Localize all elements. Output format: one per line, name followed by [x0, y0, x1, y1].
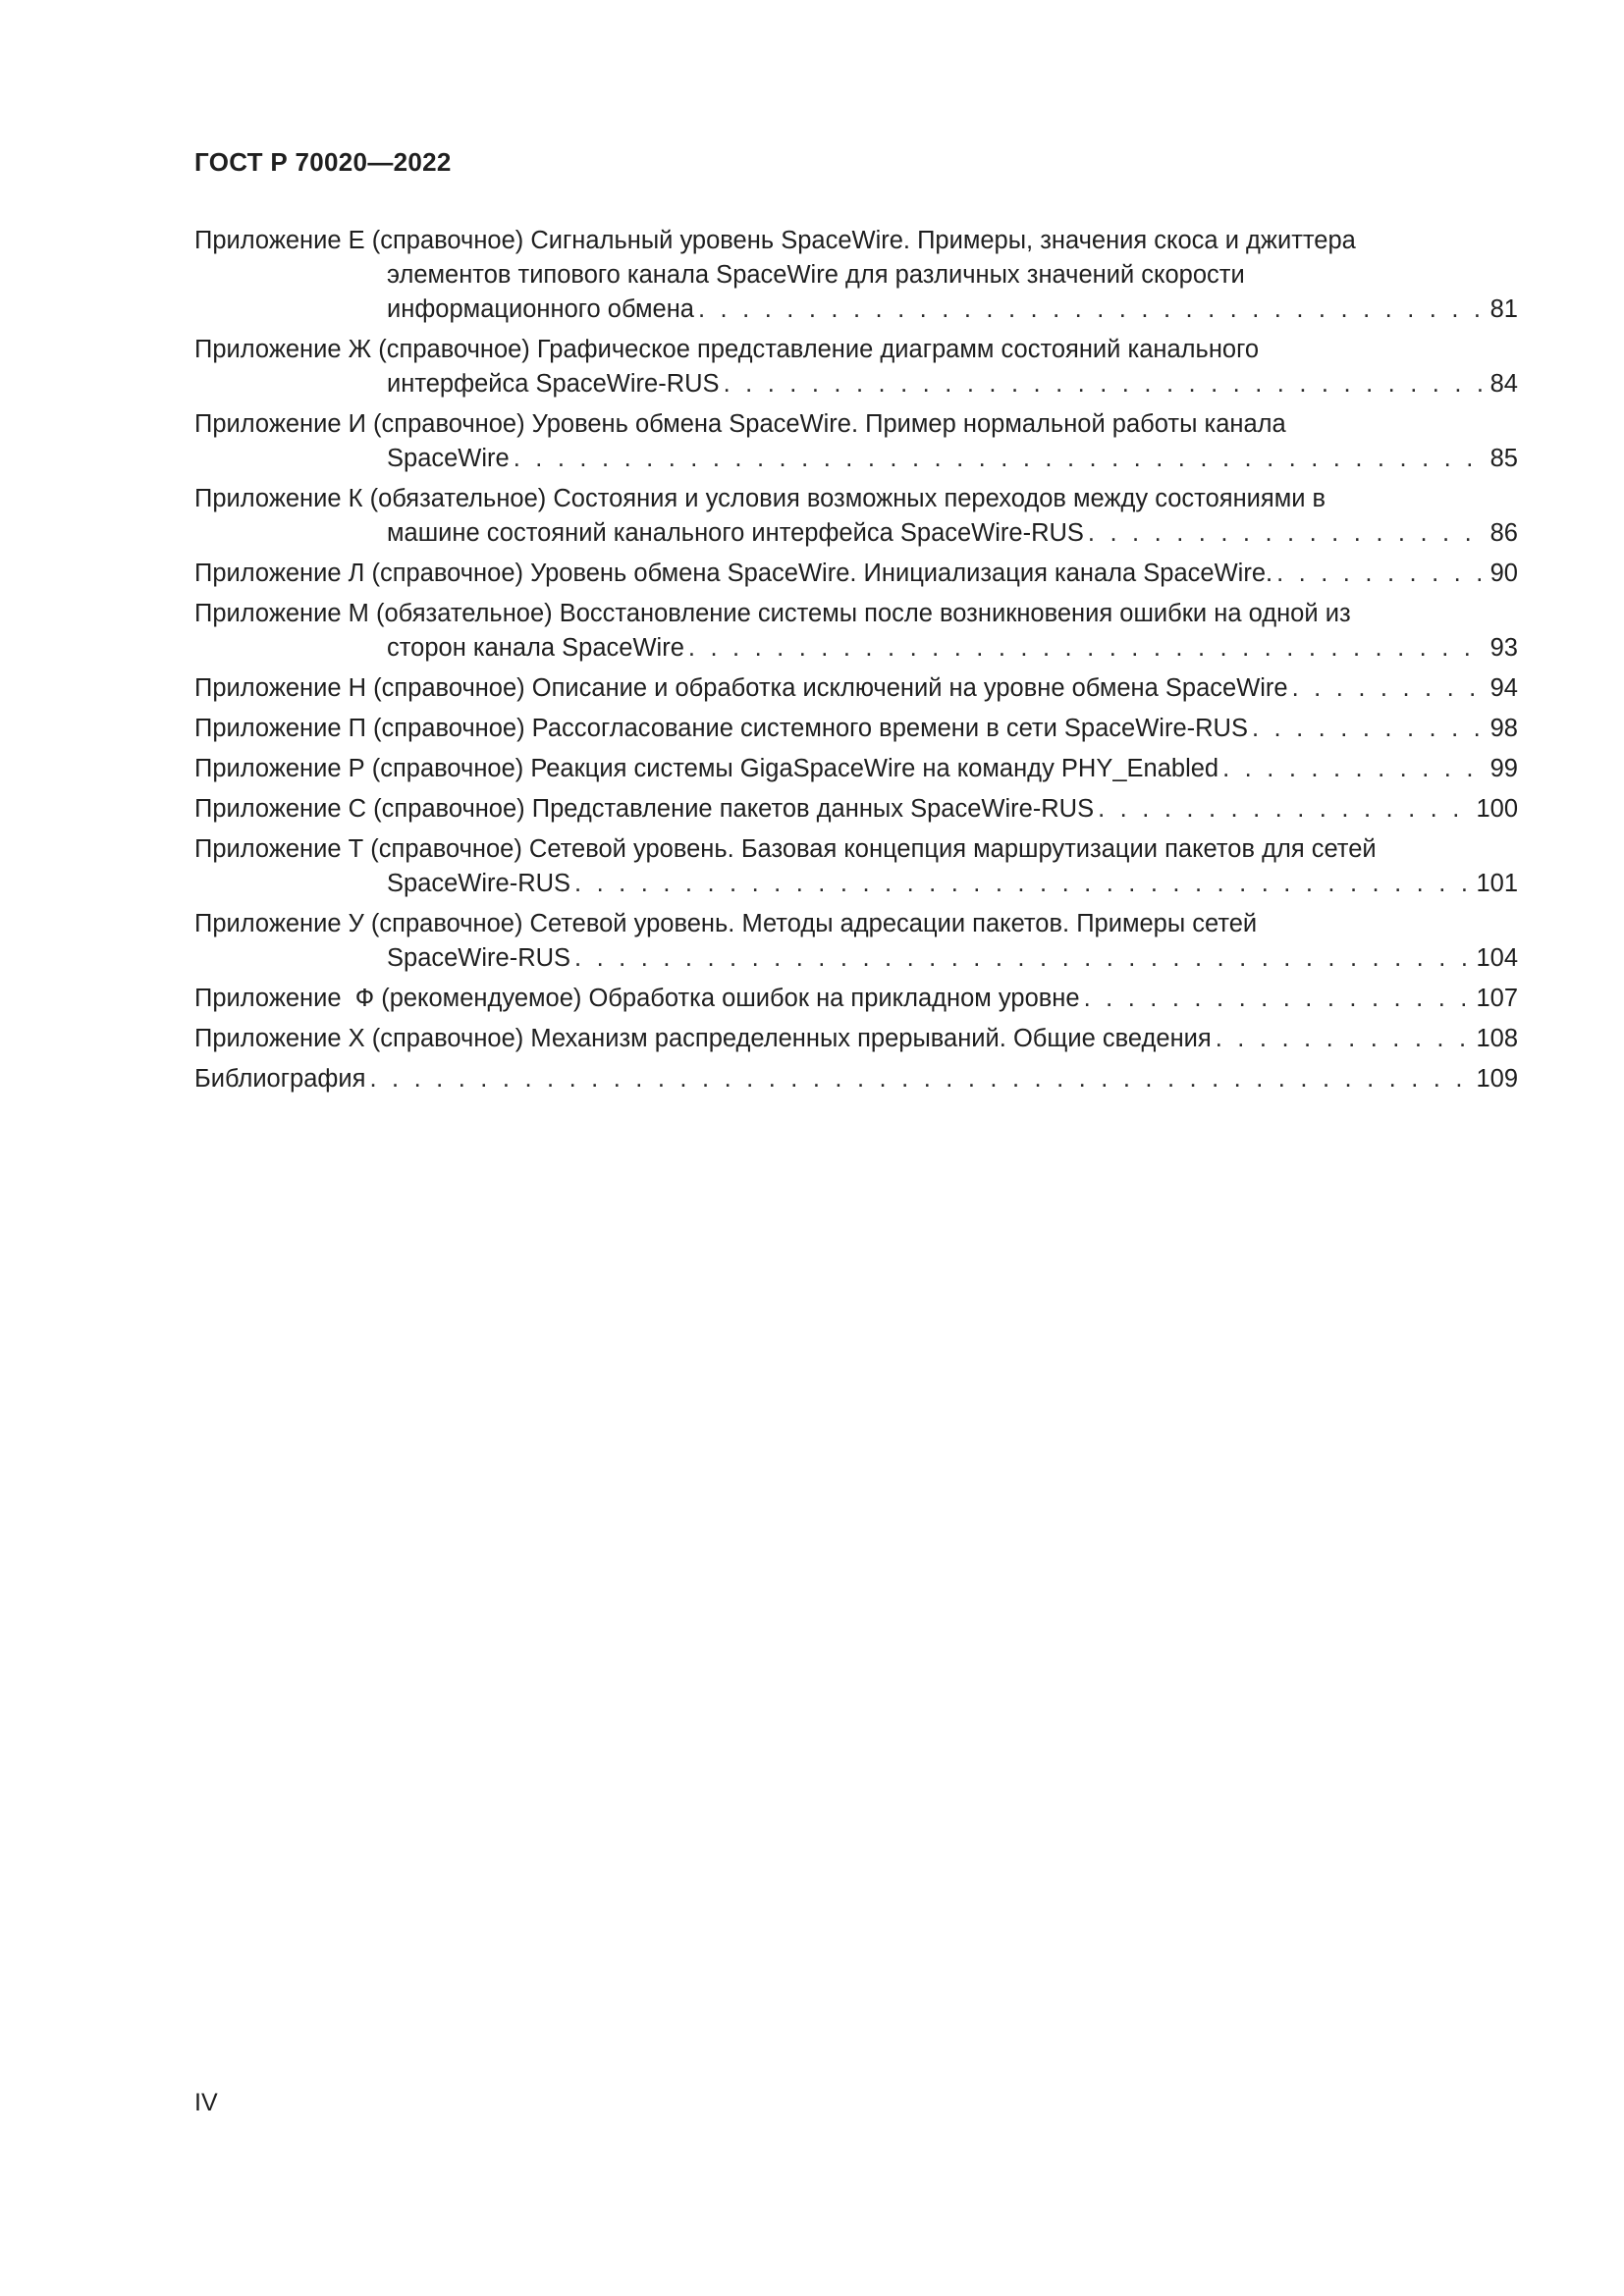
toc-entry-title: Приложение Л (справочное) Уровень обмена SpaceWire. Инициализация канала SpaceWire.: [194, 560, 1273, 587]
toc-entry-appendix-u[interactable]: [194, 907, 1518, 976]
toc-entry-title: Приложение Р (справочное) Реакция системы GigaSpaceWire на команду PHY_Enabled: [194, 755, 1219, 782]
toc-entry-title: Приложение У (справочное) Сетевой уровень. Методы адресации пакетов. Примеры сетей: [194, 910, 1258, 937]
dot-leader: [1084, 982, 1473, 1016]
toc-entry-title: Приложение Х (справочное) Механизм распределенных прерываний. Общие сведения: [194, 1025, 1212, 1052]
toc-entry-title: Приложение Н (справочное) Описание и обработка исключений на уровне обмена SpaceWire: [194, 674, 1288, 702]
document-header: ГОСТ Р 70020—2022: [194, 147, 452, 177]
toc-entry-last-line: [194, 367, 1518, 401]
toc-page-number: 107: [1476, 985, 1518, 1012]
dot-leader: [724, 367, 1487, 401]
toc-entry-last-line: [194, 941, 1518, 976]
dot-leader: [1222, 752, 1487, 786]
toc-entry-title: Приложение Т (справочное) Сетевой уровень. Базовая концепция маршрутизации пакетов для сетей: [194, 835, 1377, 863]
toc-entry-continuation: интерфейса SpaceWire-RUS: [387, 370, 720, 398]
toc-entry-continuation: машине состояний канального интерфейса SpaceWire-RUS: [387, 519, 1084, 547]
toc-entry-last-line: [194, 631, 1518, 666]
toc-entry-last-line: [194, 557, 1518, 591]
toc-page-number: 101: [1476, 870, 1518, 897]
toc-entry-appendix-f[interactable]: [194, 982, 1518, 1016]
dot-leader: [1088, 516, 1487, 551]
toc-entry-last-line: [194, 982, 1518, 1016]
toc-page-number: 85: [1489, 445, 1518, 472]
toc-page-number: 84: [1489, 370, 1518, 398]
dot-leader: [369, 1062, 1472, 1096]
toc-entry-continuation: SpaceWire-RUS: [387, 944, 571, 972]
toc-page-number: 108: [1476, 1025, 1518, 1052]
toc-page-number: 104: [1476, 944, 1518, 972]
toc-entry-title: Приложение К (обязательное) Состояния и условия возможных переходов между состояниями в: [194, 485, 1326, 512]
toc-entry-continuation: SpaceWire-RUS: [387, 870, 571, 897]
toc-entry-continuation: информационного обмена: [387, 295, 694, 323]
toc-entry-last-line: [194, 867, 1518, 901]
toc-entry-continuation: сторон канала SpaceWire: [387, 634, 684, 662]
dot-leader: [574, 867, 1472, 901]
toc-entry-continuation: элементов типового канала SpaceWire для различных значений скорости: [387, 261, 1245, 289]
toc-entry-appendix-zh[interactable]: [194, 333, 1518, 401]
toc-entry-last-line: [194, 293, 1518, 327]
table-of-contents: [194, 224, 1518, 1102]
toc-page-number: 93: [1489, 634, 1518, 662]
toc-entry-last-line: [194, 516, 1518, 551]
dot-leader: [688, 631, 1487, 666]
toc-entry-appendix-n[interactable]: [194, 671, 1518, 706]
toc-entry-last-line: [194, 712, 1518, 746]
toc-entry-appendix-m[interactable]: [194, 597, 1518, 666]
toc-page-number: 94: [1489, 674, 1518, 702]
page-number: IV: [194, 2089, 218, 2116]
dot-leader: [514, 442, 1487, 476]
toc-entry-title: Приложение И (справочное) Уровень обмена SpaceWire. Пример нормальной работы канала: [194, 410, 1286, 438]
toc-entry-continuation: SpaceWire: [387, 445, 510, 472]
toc-entry-title: Приложение Ж (справочное) Графическое представление диаграмм состояний канального: [194, 336, 1260, 363]
toc-entry-appendix-kh[interactable]: [194, 1022, 1518, 1056]
toc-page-number: 100: [1476, 795, 1518, 823]
toc-entry-appendix-i[interactable]: [194, 407, 1518, 476]
toc-entry-appendix-l[interactable]: [194, 557, 1518, 591]
toc-page-number: 81: [1489, 295, 1518, 323]
toc-entry-appendix-k[interactable]: [194, 482, 1518, 551]
dot-leader: [1252, 712, 1487, 746]
toc-page-number: 99: [1489, 755, 1518, 782]
toc-page-number: 86: [1489, 519, 1518, 547]
toc-entry-appendix-r[interactable]: [194, 752, 1518, 786]
toc-entry-title: Приложение С (справочное) Представление пакетов данных SpaceWire-RUS: [194, 795, 1095, 823]
toc-entry-appendix-e[interactable]: [194, 224, 1518, 327]
toc-entry-title: Приложение М (обязательное) Восстановление системы после возникновения ошибки на одной из: [194, 600, 1351, 627]
toc-entry-last-line: [194, 752, 1518, 786]
dot-leader: [574, 941, 1472, 976]
toc-entry-last-line: [194, 671, 1518, 706]
toc-entry-bibliography[interactable]: [194, 1062, 1518, 1096]
toc-entry-last-line: [194, 1022, 1518, 1056]
toc-page-number: 90: [1489, 560, 1518, 587]
toc-entry-title: Библиография: [194, 1065, 366, 1093]
toc-entry-title: Приложение Ф (рекомендуемое) Обработка ошибок на прикладном уровне: [194, 985, 1080, 1012]
toc-entry-appendix-s[interactable]: [194, 792, 1518, 827]
dot-leader: [1098, 792, 1472, 827]
toc-entry-title: Приложение П (справочное) Рассогласование системного времени в сети SpaceWire-RUS: [194, 715, 1248, 742]
dot-leader: [1276, 557, 1487, 591]
toc-entry-last-line: [194, 792, 1518, 827]
dot-leader: [1292, 671, 1487, 706]
dot-leader: [1216, 1022, 1473, 1056]
toc-entry-title: Приложение Е (справочное) Сигнальный уровень SpaceWire. Примеры, значения скоса и джиттера: [194, 227, 1356, 254]
toc-entry-last-line: [194, 442, 1518, 476]
toc-entry-last-line: [194, 1062, 1518, 1096]
toc-entry-appendix-t[interactable]: [194, 832, 1518, 901]
dot-leader: [698, 293, 1487, 327]
toc-entry-appendix-p[interactable]: [194, 712, 1518, 746]
toc-page-number: 109: [1476, 1065, 1518, 1093]
toc-page-number: 98: [1489, 715, 1518, 742]
